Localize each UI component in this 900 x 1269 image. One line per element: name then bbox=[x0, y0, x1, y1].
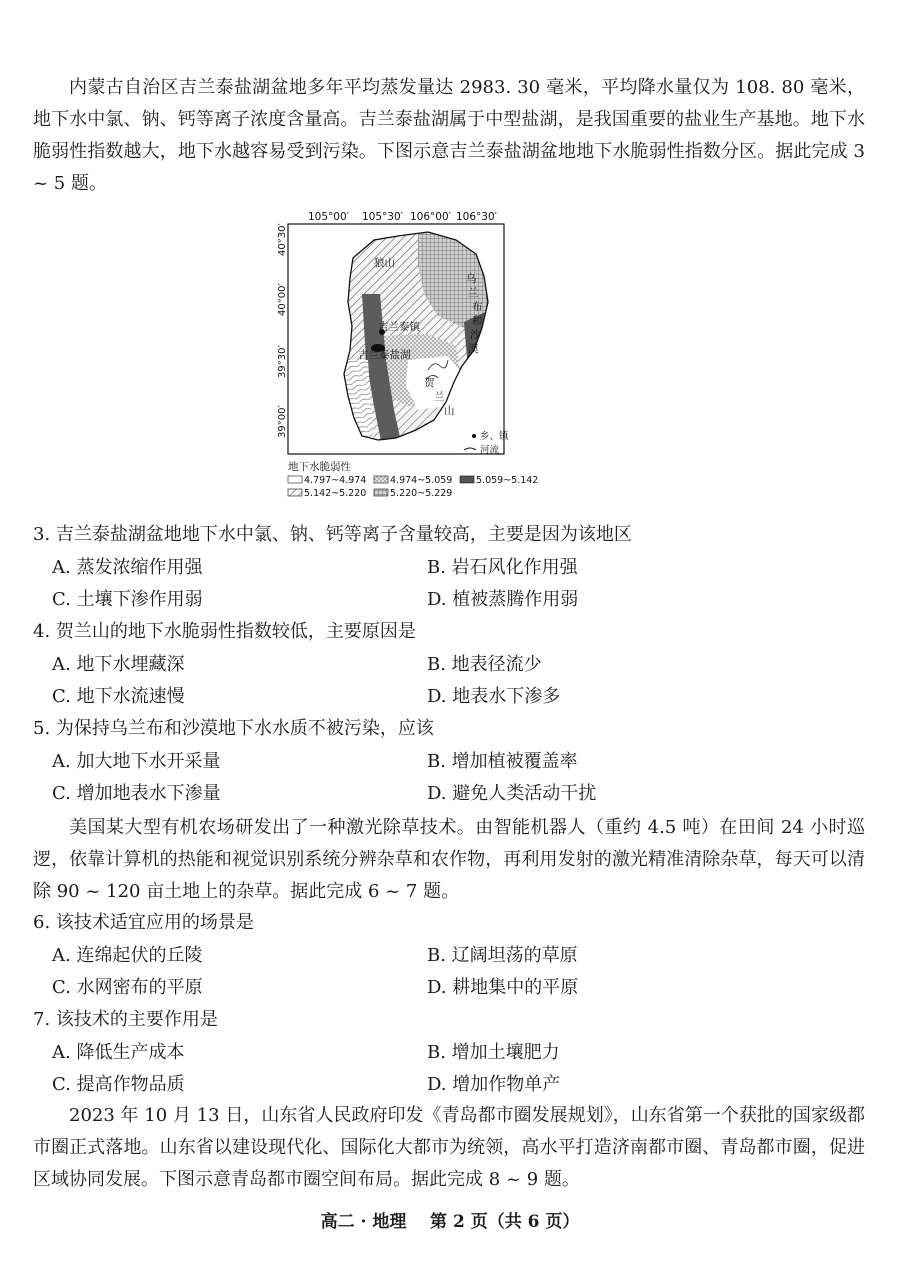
legend-swatch-dark bbox=[460, 476, 474, 483]
q3-option-a: A. 蒸发浓缩作用强 bbox=[52, 557, 203, 578]
q4-option-c: C. 地下水流速慢 bbox=[52, 686, 185, 707]
map-svg bbox=[278, 210, 558, 500]
desert-label-char: 乌 bbox=[466, 273, 477, 285]
lat-label: 39°30′ bbox=[278, 345, 288, 378]
question-6-stem: 6. 该技术适宜应用的场景是 bbox=[33, 912, 254, 933]
q7-option-b: B. 增加土壤肥力 bbox=[427, 1042, 560, 1063]
lon-label: 106°30′ bbox=[456, 211, 498, 223]
q5-option-b: B. 增加植被覆盖率 bbox=[427, 751, 578, 772]
lat-label: 40°00′ bbox=[278, 283, 288, 316]
passage-8-9: 2023 年 10 月 13 日，山东省人民政府印发《青岛都市圈发展规划》，山东省第一个获批的国家级都市圈正式落地。山东省以建设现代化、国际化大都市为统领，高水平打造济南都市圈、青岛都市圈，促进区域协同发展。下图示意青岛都市圈空间布局。据此完成 8 ~ 9 题。 bbox=[33, 1105, 865, 1190]
desert-label-char: 布 bbox=[472, 301, 483, 313]
q6-option-c: C. 水网密布的平原 bbox=[52, 977, 203, 998]
q3-option-b: B. 岩石风化作用强 bbox=[427, 557, 578, 578]
legend-label: 5.220~5.229 bbox=[390, 488, 453, 499]
lat-label: 39°00′ bbox=[278, 405, 288, 438]
legend-swatch-grid bbox=[374, 489, 388, 496]
desert-label-char: 和 bbox=[472, 315, 483, 327]
legend-label: 4.974~5.059 bbox=[390, 475, 453, 486]
helan-label-char: 兰 bbox=[434, 391, 445, 403]
town-key-label: 乡、镇 bbox=[480, 431, 509, 442]
passage-3-5: 内蒙古自治区吉兰泰盐湖盆地多年平均蒸发量达 2983. 30 毫米，平均降水量仅为 108. 80 毫米，地下水中氯、钠、钙等离子浓度含量高。吉兰泰盐湖属于中型盐湖，是我国重要的盐业生产基地。地下水脆弱性指数越大，地下水越容易受到污染。下图示意吉兰泰盐湖盆地地下水脆弱性指数分区。据此完成 3 ~ 5 题。 bbox=[33, 77, 865, 194]
q5-option-c: C. 增加地表水下渗量 bbox=[52, 783, 221, 804]
helan-label-char: 贺 bbox=[424, 377, 435, 389]
desert-label-char: 兰 bbox=[468, 287, 479, 299]
legend-label: 5.142~5.220 bbox=[304, 488, 367, 499]
q7-option-a: A. 降低生产成本 bbox=[52, 1042, 185, 1063]
q4-option-d: D. 地表水下渗多 bbox=[427, 686, 561, 707]
q5-option-a: A. 加大地下水开采量 bbox=[52, 751, 221, 772]
q6-option-b: B. 辽阔坦荡的草原 bbox=[427, 945, 578, 966]
legend-label: 5.059~5.142 bbox=[476, 475, 539, 486]
desert-label-char: 沙 bbox=[470, 329, 481, 341]
question-4-stem: 4. 贺兰山的地下水脆弱性指数较低，主要原因是 bbox=[33, 621, 416, 642]
q7-option-d: D. 增加作物单产 bbox=[427, 1074, 561, 1095]
lon-label: 106°00′ bbox=[410, 211, 452, 223]
legend-swatch-dots bbox=[374, 476, 388, 483]
jilantai-town-label: 吉兰泰镇 bbox=[378, 321, 420, 333]
q4-option-b: B. 地表径流少 bbox=[427, 654, 542, 675]
helan-label-char: 山 bbox=[444, 405, 455, 417]
legend-swatch-white bbox=[288, 476, 302, 483]
question-3-stem: 3. 吉兰泰盐湖盆地地下水中氯、钠、钙等离子含量较高，主要是因为该地区 bbox=[33, 524, 632, 545]
groundwater-vulnerability-map bbox=[278, 210, 558, 500]
q3-option-d: D. 植被蒸腾作用弱 bbox=[427, 589, 579, 610]
legend-label: 4.797~4.974 bbox=[304, 475, 367, 486]
legend-swatch-hatch bbox=[288, 489, 302, 496]
question-7-stem: 7. 该技术的主要作用是 bbox=[33, 1009, 218, 1030]
lon-label: 105°30′ bbox=[362, 211, 404, 223]
town-key-icon bbox=[472, 434, 476, 438]
q4-option-a: A. 地下水埋藏深 bbox=[52, 654, 185, 675]
q3-option-c: C. 土壤下渗作用弱 bbox=[52, 589, 203, 610]
q6-option-a: A. 连绵起伏的丘陵 bbox=[52, 945, 203, 966]
question-5-stem: 5. 为保持乌兰布和沙漠地下水水质不被污染，应该 bbox=[33, 718, 434, 739]
q7-option-c: C. 提高作物品质 bbox=[52, 1074, 185, 1095]
passage-6-7: 美国某大型有机农场研发出了一种激光除草技术。由智能机器人（重约 4.5 吨）在田间 24 小时巡逻，依靠计算机的热能和视觉识别系统分辨杂草和农作物，再利用发射的激光精准清除杂草，每天可以清除 90 ~ 120 亩土地上的杂草。据此完成 6 ~ 7 题。 bbox=[33, 817, 865, 902]
lon-label: 105°00′ bbox=[308, 211, 350, 223]
desert-label-char: 漠 bbox=[468, 343, 479, 355]
river-key-label: 河流 bbox=[480, 445, 500, 456]
legend-title: 地下水脆弱性 bbox=[288, 461, 351, 473]
q6-option-d: D. 耕地集中的平原 bbox=[427, 977, 579, 998]
lat-label: 40°30′ bbox=[278, 223, 288, 256]
page-footer: 高二 · 地理 第 2 页（共 6 页） bbox=[320, 1212, 580, 1232]
q5-option-d: D. 避免人类活动干扰 bbox=[427, 783, 597, 804]
jilantai-lake-label: 吉兰泰盐湖 bbox=[358, 349, 411, 361]
wolf-mountain-label: 狼山 bbox=[374, 257, 395, 269]
